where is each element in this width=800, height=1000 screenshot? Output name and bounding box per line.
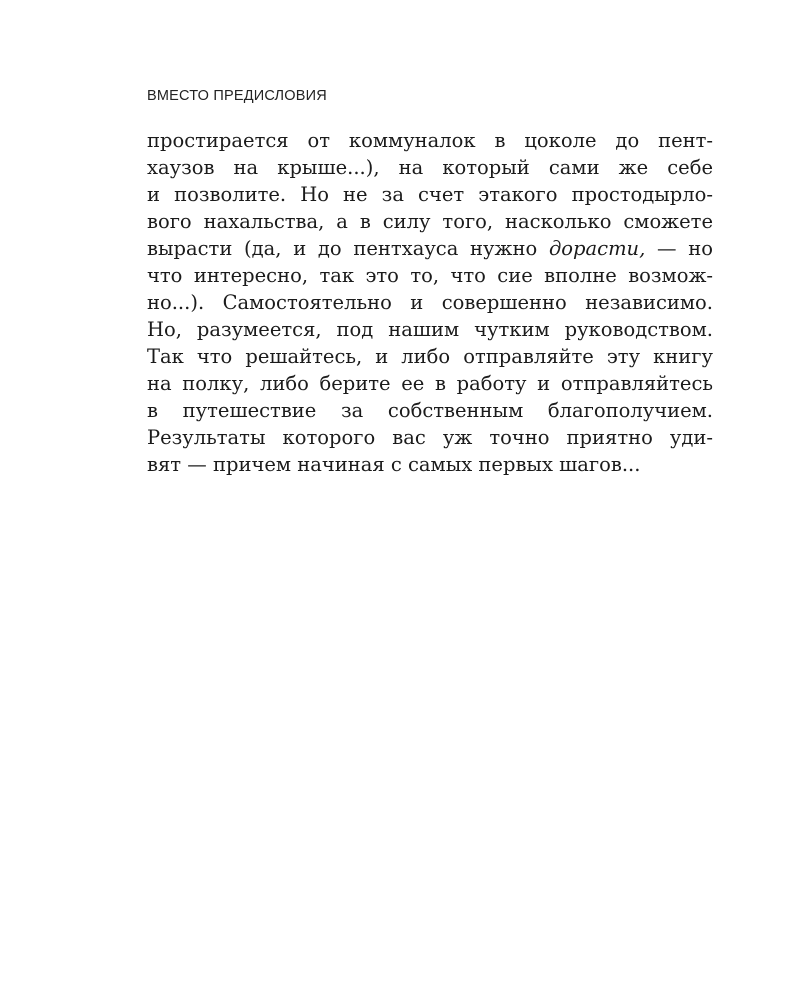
text-line: в путешествие за собственным благополучием. [147, 399, 713, 422]
text-line-with-italic [147, 235, 713, 262]
text-line: вого нахальства, а в силу того, насколько сможете [147, 210, 713, 233]
text-line: Так что решайтесь, и либо отправляйте эту книгу [147, 345, 713, 368]
text-line: Но, разумеется, под нашим чутким руководством. [147, 318, 713, 341]
text-line-last: вят — причем начиная с самых первых шагов... [147, 453, 641, 476]
text-line: простирается от коммуналок в цоколе до пент- [147, 129, 713, 152]
italic-word: дорасти, [548, 237, 646, 260]
body-text [147, 127, 713, 478]
text-line: что интересно, так это то, что сие вполне возмож- [147, 264, 713, 287]
text-line: хаузов на крыше...), на который сами же себе [147, 156, 713, 179]
text-line: но...). Самостоятельно и совершенно независимо. [147, 291, 713, 314]
text-segment: — но [645, 237, 714, 260]
text-line: и позволите. Но не за счет этакого простодырло- [147, 183, 713, 206]
text-segment: вырасти (да, и до пентхауса нужно [147, 237, 549, 260]
text-line: Результаты которого вас уж точно приятно уди- [147, 426, 713, 449]
running-head: ВМЕСТО ПРЕДИСЛОВИЯ [147, 88, 327, 104]
text-line: на полку, либо берите ее в работу и отправляйтесь [147, 372, 713, 395]
